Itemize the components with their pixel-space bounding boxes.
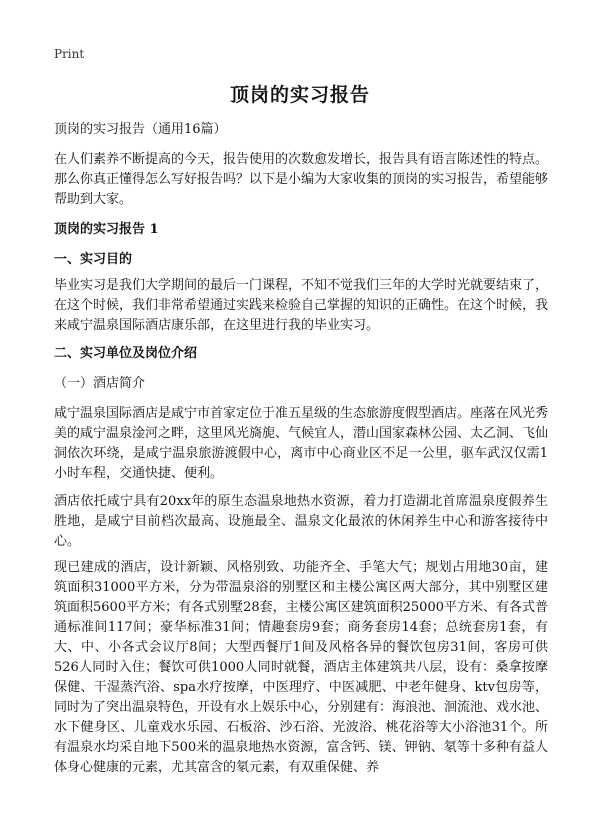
report-heading: 顶岗的实习报告 1	[54, 222, 159, 237]
hotel-paragraph-3: 现已建成的酒店，设计新颖、风格别致、功能齐全、手笔大气；规划占用地30亩，建筑面积31000平方米，分为带温泉浴的别墅区和主楼公寓区两大部分，其中别墅区建筑面积5600平方米；有各式别墅28套，主楼公寓区建筑面积25000平方米、有各式普通标准间117间；豪华标准31间；情趣套房9套；商务套房14套；总统套房1套，有大、中、小各式会议厅8间；大型西餐厅1间及风格各异的餐饮包房31间，客房可供526人同时入住；餐饮可供1000人同时就餐，酒店主体建筑共八层，设有：桑拿按摩保健、干湿蒸汽浴、spa水疗按摩，中医理疗、中医减肥、中老年健身、ktv包房等，同时为了突出温泉特色，开设有水上娱乐中心，分别建有：海浪池、洄流池、戏水池、水下健身区、儿童戏水乐园、石板浴、沙石浴、光波浴、桃花浴等大小浴池31个。所有温泉水均采自地下500米的温泉地热水资源，富含钙、镁、钾钠、氡等十多种有益人体身心健康的元素，尤其富含的氡元素，有双重保健、养	[54, 560, 549, 775]
purpose-paragraph: 毕业实习是我们大学期间的最后一门课程，不知不觉我们三年的大学时光就要结束了，在这个时候，我们非常希望通过实践来检验自己掌握的知识的正确性。在这个时候，我来咸宁温泉国际酒店康乐部，在这里进行我的毕业实习。	[54, 278, 549, 333]
intro-paragraph: 在人们素养不断提高的今天，报告使用的次数愈发增长，报告具有语言陈述性的特点。那么你真正懂得怎么写好报告吗？以下是小编为大家收集的顶岗的实习报告，希望能够帮助到大家。	[54, 152, 549, 207]
print-link[interactable]: Print	[54, 47, 85, 61]
page-title: 顶岗的实习报告	[229, 84, 370, 106]
subsection-heading-hotel: （一）酒店简介	[54, 376, 146, 391]
hotel-paragraph-1: 咸宁温泉国际酒店是咸宁市首家定位于准五星级的生态旅游度假型酒店。座落在风光秀美的咸宁温泉淦河之畔，这里风光旖旎、气候宜人，潜山国家森林公园、太乙洞、飞仙洞依次环绕，是咸宁温泉旅游渡假中心，离市中心商业区不足一公里，驱车武汉仅需1小时车程，交通快捷、便利。	[54, 406, 549, 481]
hotel-paragraph-2: 酒店依托咸宁具有20xx年的原生态温泉地热水资源，着力打造湖北首席温泉度假养生胜地，是咸宁目前档次最高、设施最全、温泉文化最浓的休闲养生中心和游客接待中心。	[54, 494, 548, 549]
document-subtitle: 顶岗的实习报告（通用16篇）	[54, 122, 227, 137]
section-heading-unit: 二、实习单位及岗位介绍	[54, 346, 198, 361]
section-heading-purpose: 一、实习目的	[54, 252, 133, 267]
